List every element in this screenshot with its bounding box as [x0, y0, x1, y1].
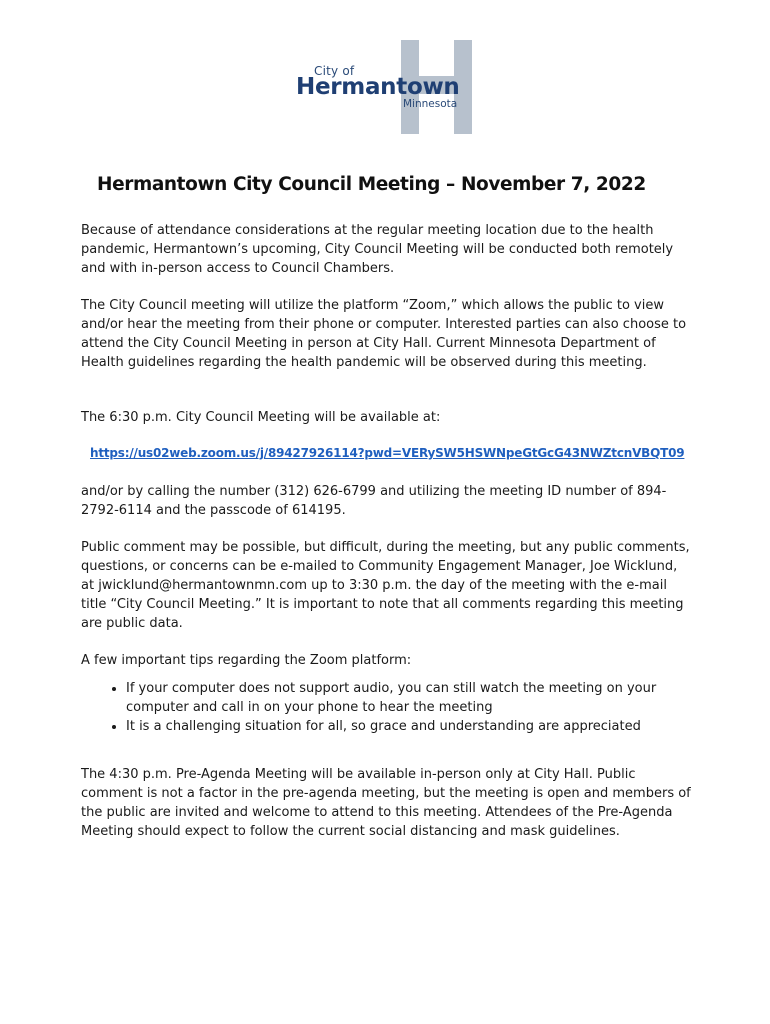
paragraph-meeting-availability: The 6:30 p.m. City Council Meeting will be available at:	[81, 410, 441, 425]
logo-state-text: Minnesota	[403, 98, 458, 110]
paragraph-pre-agenda: The 4:30 p.m. Pre-Agenda Meeting will be available in-person only at City Hall. Public comment is not a factor in the pre-agenda meeting, but the meeting is open and members of the public are invited and welcome to attend to this meeting. Attendees of the Pre-Agenda Meeting should expect to follow the current social distancing and mask guidelines.	[81, 767, 691, 839]
paragraph-phone-dial-in: and/or by calling the number (312) 626-6799 and utilizing the meeting ID number of 894-2792-6114 and the passcode of 614195.	[81, 484, 667, 518]
zoom-meeting-link[interactable]: https://us02web.zoom.us/j/89427926114?pwd=VERySW5HSWNpeGtGcG43NWZtcnVBQT09	[90, 446, 685, 460]
list-item: • If your computer does not support audio, you can still watch the meeting on your computer and call in on your phone to hear the meeting	[126, 679, 691, 717]
zoom-tips-list	[81, 679, 691, 736]
logo-name-text: Hermantown	[296, 74, 460, 100]
city-logo	[296, 40, 476, 134]
paragraph-public-comment: Public comment may be possible, but difficult, during the meeting, but any public comments, questions, or concerns can be e-mailed to Community Engagement Manager, Joe Wicklund, at jwicklund@hermantownmn.com up to 3:30 p.m. the day of the meeting with the e-mail title “City Council Meeting.” It is important to note that all comments regarding this meeting are public data.	[81, 540, 690, 631]
paragraph-attendance: Because of attendance considerations at the regular meeting location due to the health pandemic, Hermantown’s upcoming, City Council Meeting will be conducted both remotely and with in-person access to Council Chambers.	[81, 223, 674, 276]
list-item: • It is a challenging situation for all, so grace and understanding are appreciated	[126, 717, 691, 736]
document-title: Hermantown City Council Meeting – November 7, 2022	[97, 174, 646, 195]
paragraph-zoom-platform: The City Council meeting will utilize the platform “Zoom,” which allows the public to view and/or hear the meeting from their phone or computer. Interested parties can also choose to attend the City Council Meeting in person at City Hall. Current Minnesota Department of Health guidelines regarding the health pandemic will be observed during this meeting.	[81, 298, 687, 370]
logo-city-of-text: City of	[314, 64, 355, 78]
paragraph-tips-intro: A few important tips regarding the Zoom platform:	[81, 653, 412, 668]
